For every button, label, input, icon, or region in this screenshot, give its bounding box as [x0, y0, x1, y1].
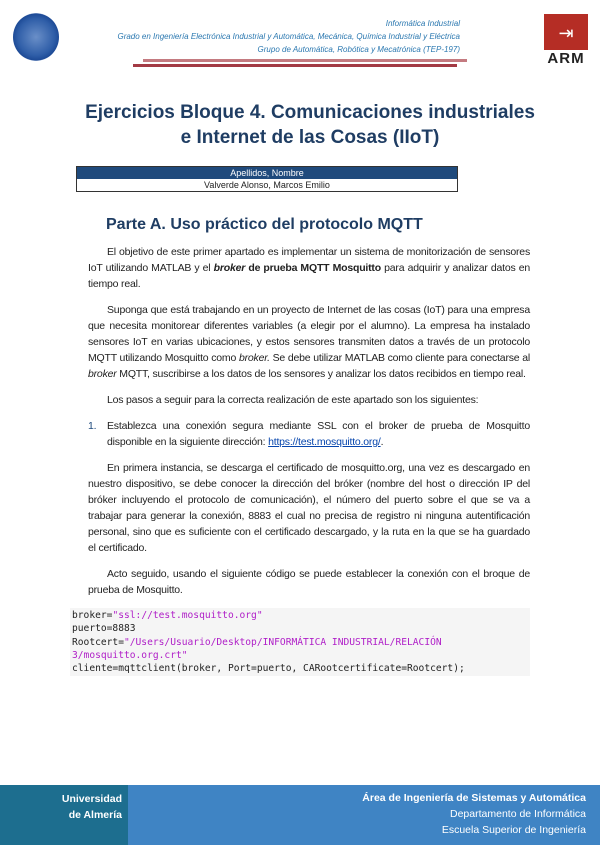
- text: Área de Ingeniería de Sistemas y Automática: [362, 792, 586, 804]
- paragraph: [88, 302, 530, 382]
- code-block: [70, 608, 530, 676]
- document-body: [72, 214, 531, 676]
- paragraph: Acto seguido, usando el siguiente código se puede establecer la conexión con el broque de prueba de Mosquitto.: [88, 568, 530, 596]
- text: Escuela Superior de Ingeniería: [441, 824, 586, 836]
- code-string: "/Users/Usuario/Desktop/INFORMÁTICA INDUSTRIAL/RELACIÓN: [123, 636, 442, 648]
- header-text: [117, 17, 460, 56]
- footer: [0, 785, 600, 845]
- text: Suponga que está trabajando en un proyecto de Internet de las cosas (IoT) para una empresa que necesita monitorear diferentes variables (a elegir por el alumno). La empresa ha instalado sensores IoT en varias ubicaciones, y estos sensores transmiten datos a través de un protocolo MQTT utilizando Mosquitto como: [88, 304, 530, 364]
- text: de Almería: [68, 809, 122, 821]
- code: cliente=mqttclient(broker, Port=puerto, CARootcertificate=Rootcert);: [72, 663, 465, 675]
- code: puerto=8883: [72, 623, 136, 635]
- name-table: [76, 166, 458, 192]
- code: broker=: [72, 610, 113, 621]
- text: Universidad: [61, 793, 122, 805]
- code-string: 3/mosquitto.org.crt": [72, 649, 188, 661]
- text: de prueba MQTT Mosquitto: [245, 262, 381, 274]
- university-seal-logo: [13, 13, 59, 61]
- text: .: [380, 436, 384, 448]
- text: El objetivo de este primer apartado es implementar un sistema de monitorización de sensores IoT utilizando MATLAB y el: [88, 246, 530, 274]
- header-group: Grupo de Automática, Robótica y Mecatrónica (TEP-197): [257, 45, 460, 54]
- text: MQTT, suscribirse a los datos de los sensores y analizar los datos recibidos en tiempo real.: [116, 368, 526, 380]
- text: para adquirir y analizar datos en tiempo real.: [88, 262, 531, 290]
- arm-logo-icon: ⇥: [544, 14, 588, 50]
- code-string: "ssl://test.mosquitto.org": [112, 610, 263, 621]
- paragraph: [88, 244, 530, 292]
- text: Departamento de Informática: [450, 808, 586, 820]
- text: Establezca una conexión segura mediante SSL con el broker de prueba de Mosquitto disponible en la siguiente dirección:: [107, 420, 530, 448]
- footer-department: [362, 790, 586, 838]
- name-table-value: Valverde Alonso, Marcos Emilio: [204, 180, 330, 190]
- document-title: [60, 100, 560, 150]
- text: broker: [213, 262, 246, 274]
- text: broker: [88, 368, 117, 380]
- header-degree: Grado en Ingeniería Electrónica Industrial y Automática, Mecánica, Química Industrial y Eléctrica: [117, 32, 460, 41]
- section-heading: Parte A. Uso práctico del protocolo MQTT: [106, 216, 423, 233]
- text: broker.: [238, 352, 270, 364]
- list-item: [88, 418, 530, 450]
- paragraph: Los pasos a seguir para la correcta realización de este apartado son los siguientes:: [107, 394, 479, 406]
- title-line: Ejercicios Bloque 4. Comunicaciones industriales: [85, 102, 535, 123]
- mosquitto-link[interactable]: https://test.mosquitto.org/: [268, 436, 381, 448]
- paragraph: En primera instancia, se descarga el certificado de mosquitto.org, una vez es descargado en nuestro dispositivo, se debe conocer la dirección del bróker (nombre del host o dirección IP del bróker incluyendo el protocolo de comunicación), el número del puerto sobre el que se va a trabajar para generar la conexión, 8883 el cual no precisa de registro ni ninguna autentificación personal, sino que es suficiente con el certificado descargado, y la ruta en la que se ha guardado el certificado.: [88, 462, 530, 554]
- header-rule: [133, 64, 457, 67]
- name-table-header: Apellidos, Nombre: [77, 167, 457, 179]
- text: Se debe utilizar MATLAB como cliente para conectarse al: [269, 352, 531, 364]
- code: Rootcert=: [72, 636, 124, 648]
- arm-logo-text: ARM: [547, 50, 585, 67]
- header-rule: [143, 59, 467, 62]
- header-course: Informática Industrial: [385, 19, 460, 28]
- list-number: 1.: [88, 420, 97, 432]
- footer-university: [0, 785, 128, 845]
- title-line: e Internet de las Cosas (IIoT): [180, 127, 440, 148]
